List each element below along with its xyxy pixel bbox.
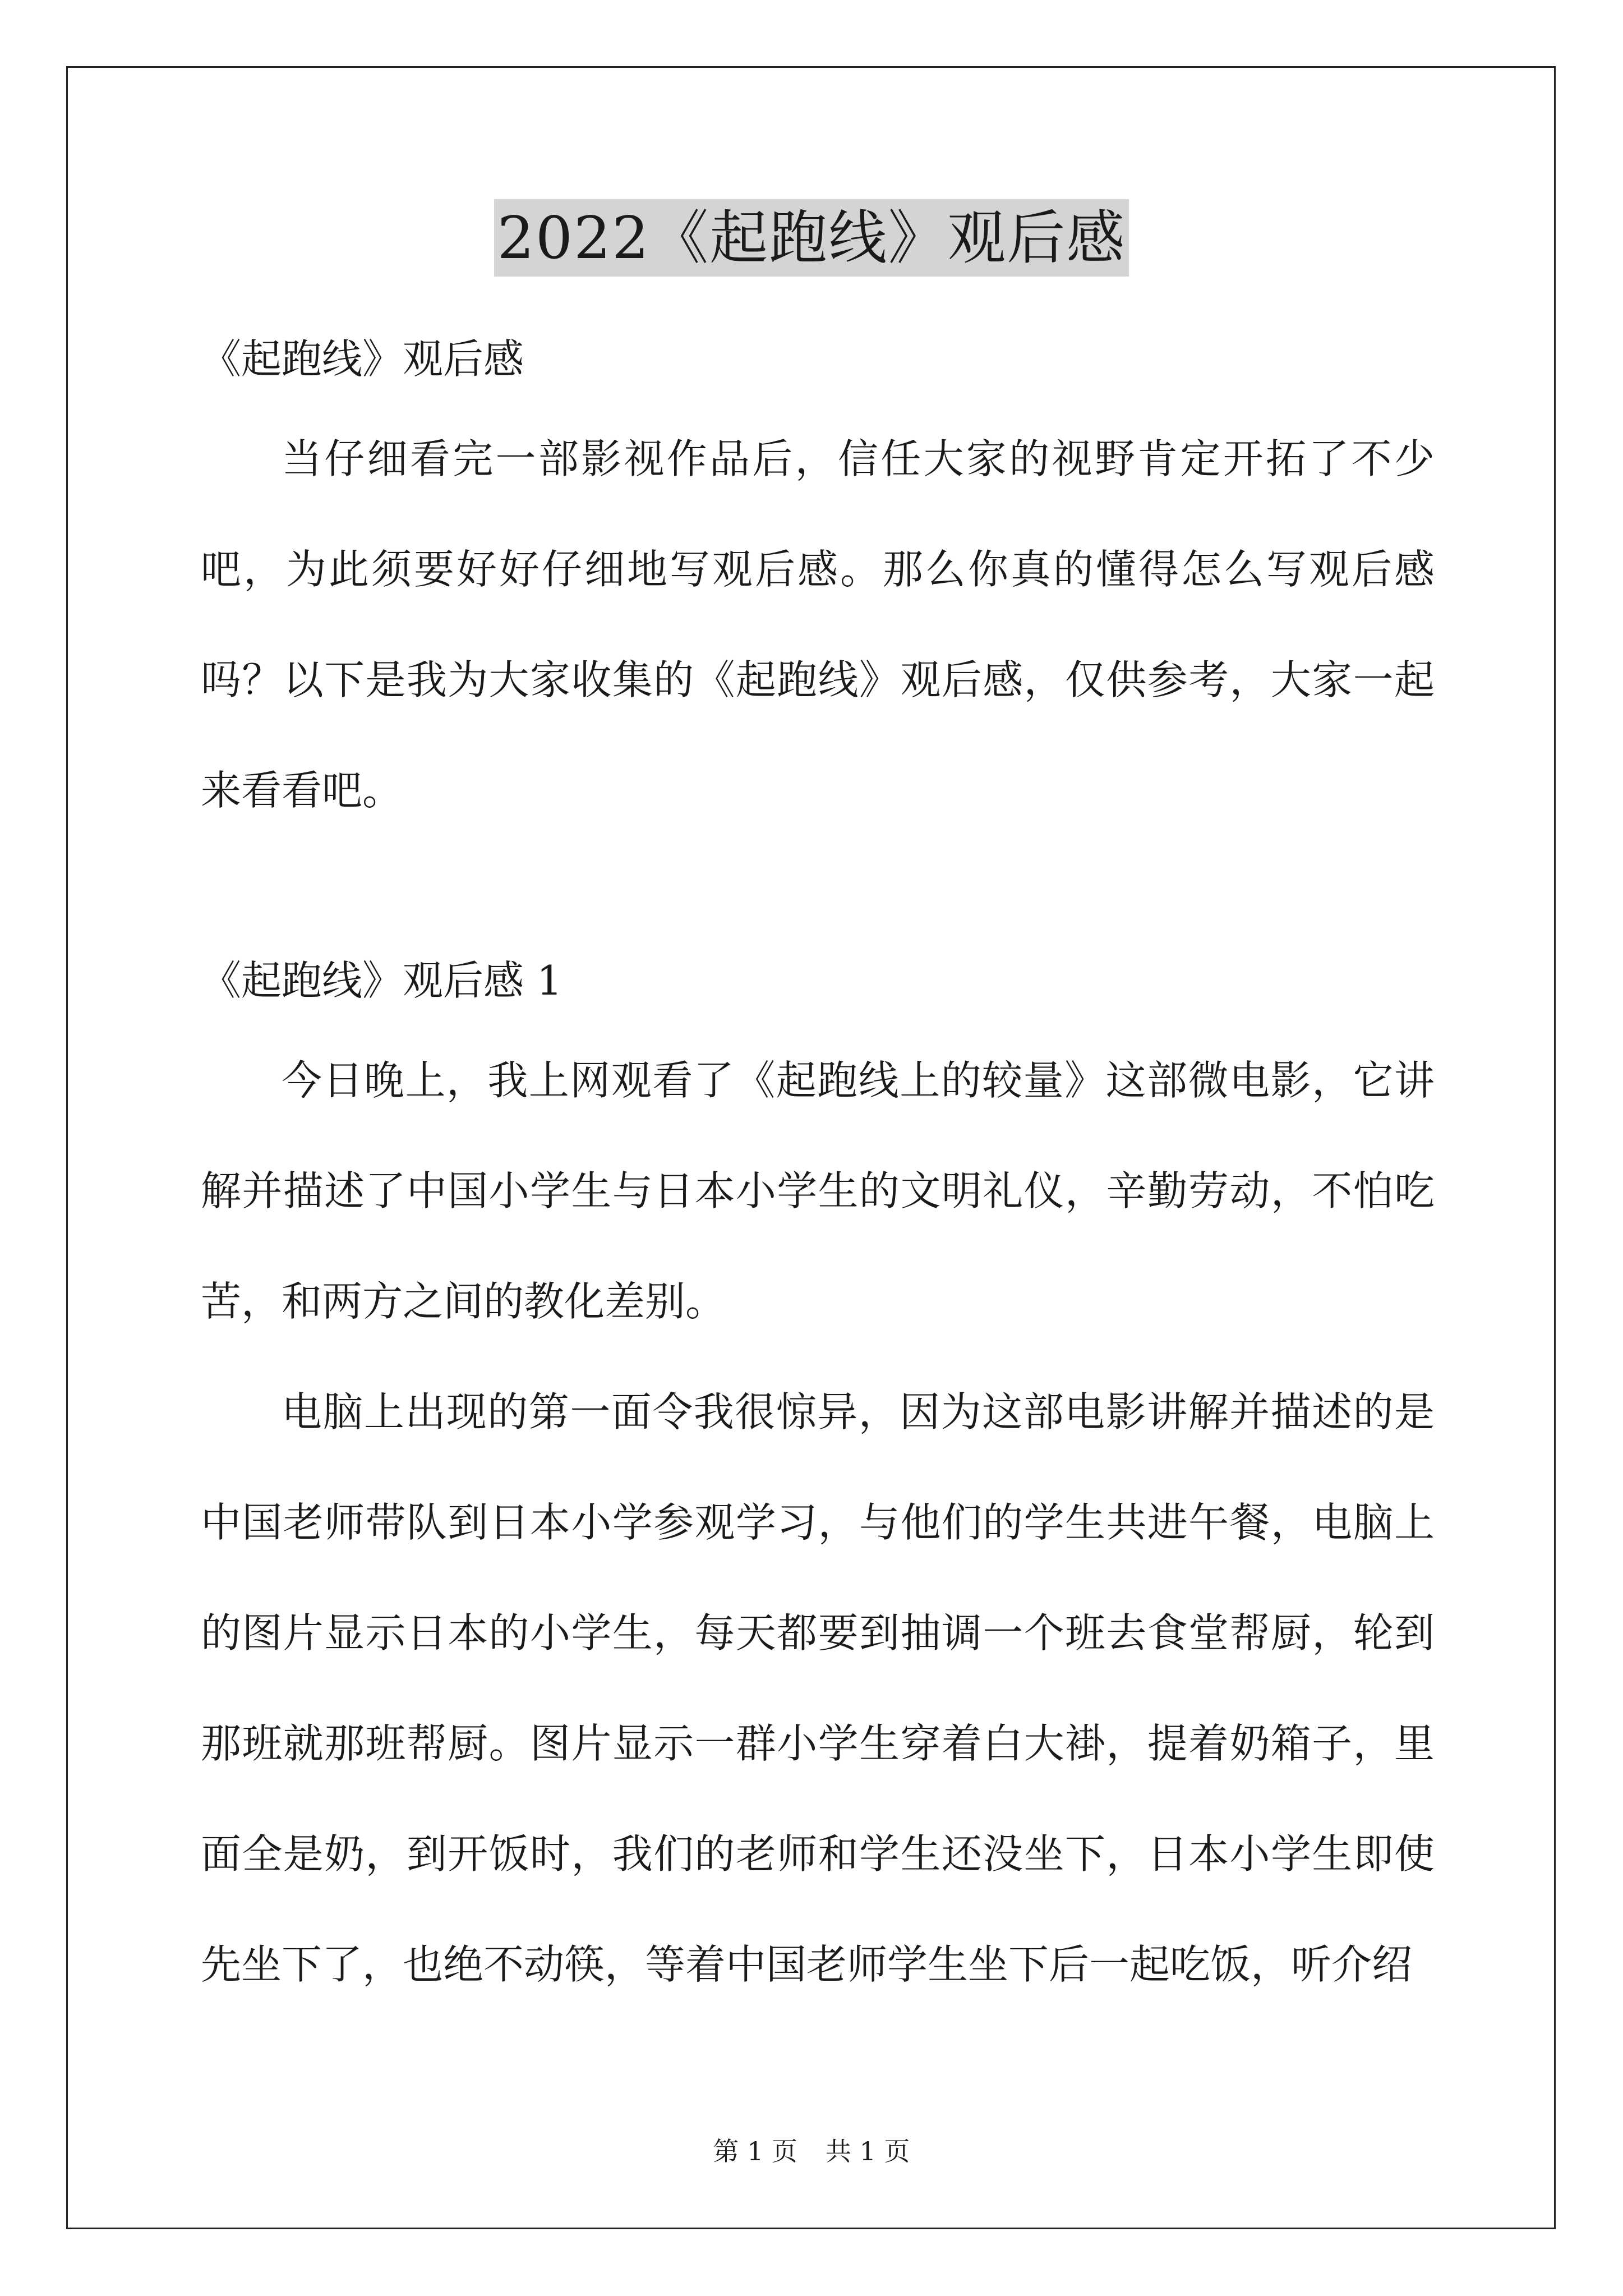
page-footer bbox=[0, 2134, 1623, 2168]
section-1-heading: 《起跑线》观后感 1 bbox=[201, 957, 562, 1004]
intro-heading: 《起跑线》观后感 bbox=[201, 335, 524, 383]
section-spacer bbox=[201, 846, 1435, 936]
intro-paragraph: 当仔细看完一部影视作品后，信任大家的视野肯定开拓了不少吧，为此须要好好仔细地写观后感。那么你真的懂得怎么写观后感吗？以下是我为大家收集的《起跑线》观后感，仅供参考，大家一起来看看吧。 bbox=[201, 435, 1435, 814]
page-number-current: 第 1 页 bbox=[713, 2136, 797, 2166]
document-title: 2022《起跑线》观后感 bbox=[494, 199, 1129, 277]
section-1-paragraph: 今日晚上，我上网观看了《起跑线上的较量》这部微电影，它讲解并描述了中国小学生与日本小学生的文明礼仪，辛勤劳动，不怕吃苦，和两方之间的教化差别。 bbox=[201, 1057, 1435, 1325]
document-body bbox=[201, 314, 1435, 2020]
page-number-total: 共 1 页 bbox=[826, 2136, 910, 2166]
section-1-paragraph: 电脑上出现的第一面令我很惊异，因为这部电影讲解并描述的是中国老师带队到日本小学参观学习，与他们的学生共进午餐，电脑上的图片显示日本的小学生，每天都要到抽调一个班去食堂帮厨，轮到那班就那班帮厨。图片显示一群小学生穿着白大褂，提着奶箱子，里面全是奶，到开饭时，我们的老师和学生还没坐下，日本小学生即使先坐下了，也绝不动筷，等着中国老师学生坐下后一起吃饭，听介绍 bbox=[201, 1388, 1435, 1988]
title-container bbox=[0, 199, 1623, 277]
